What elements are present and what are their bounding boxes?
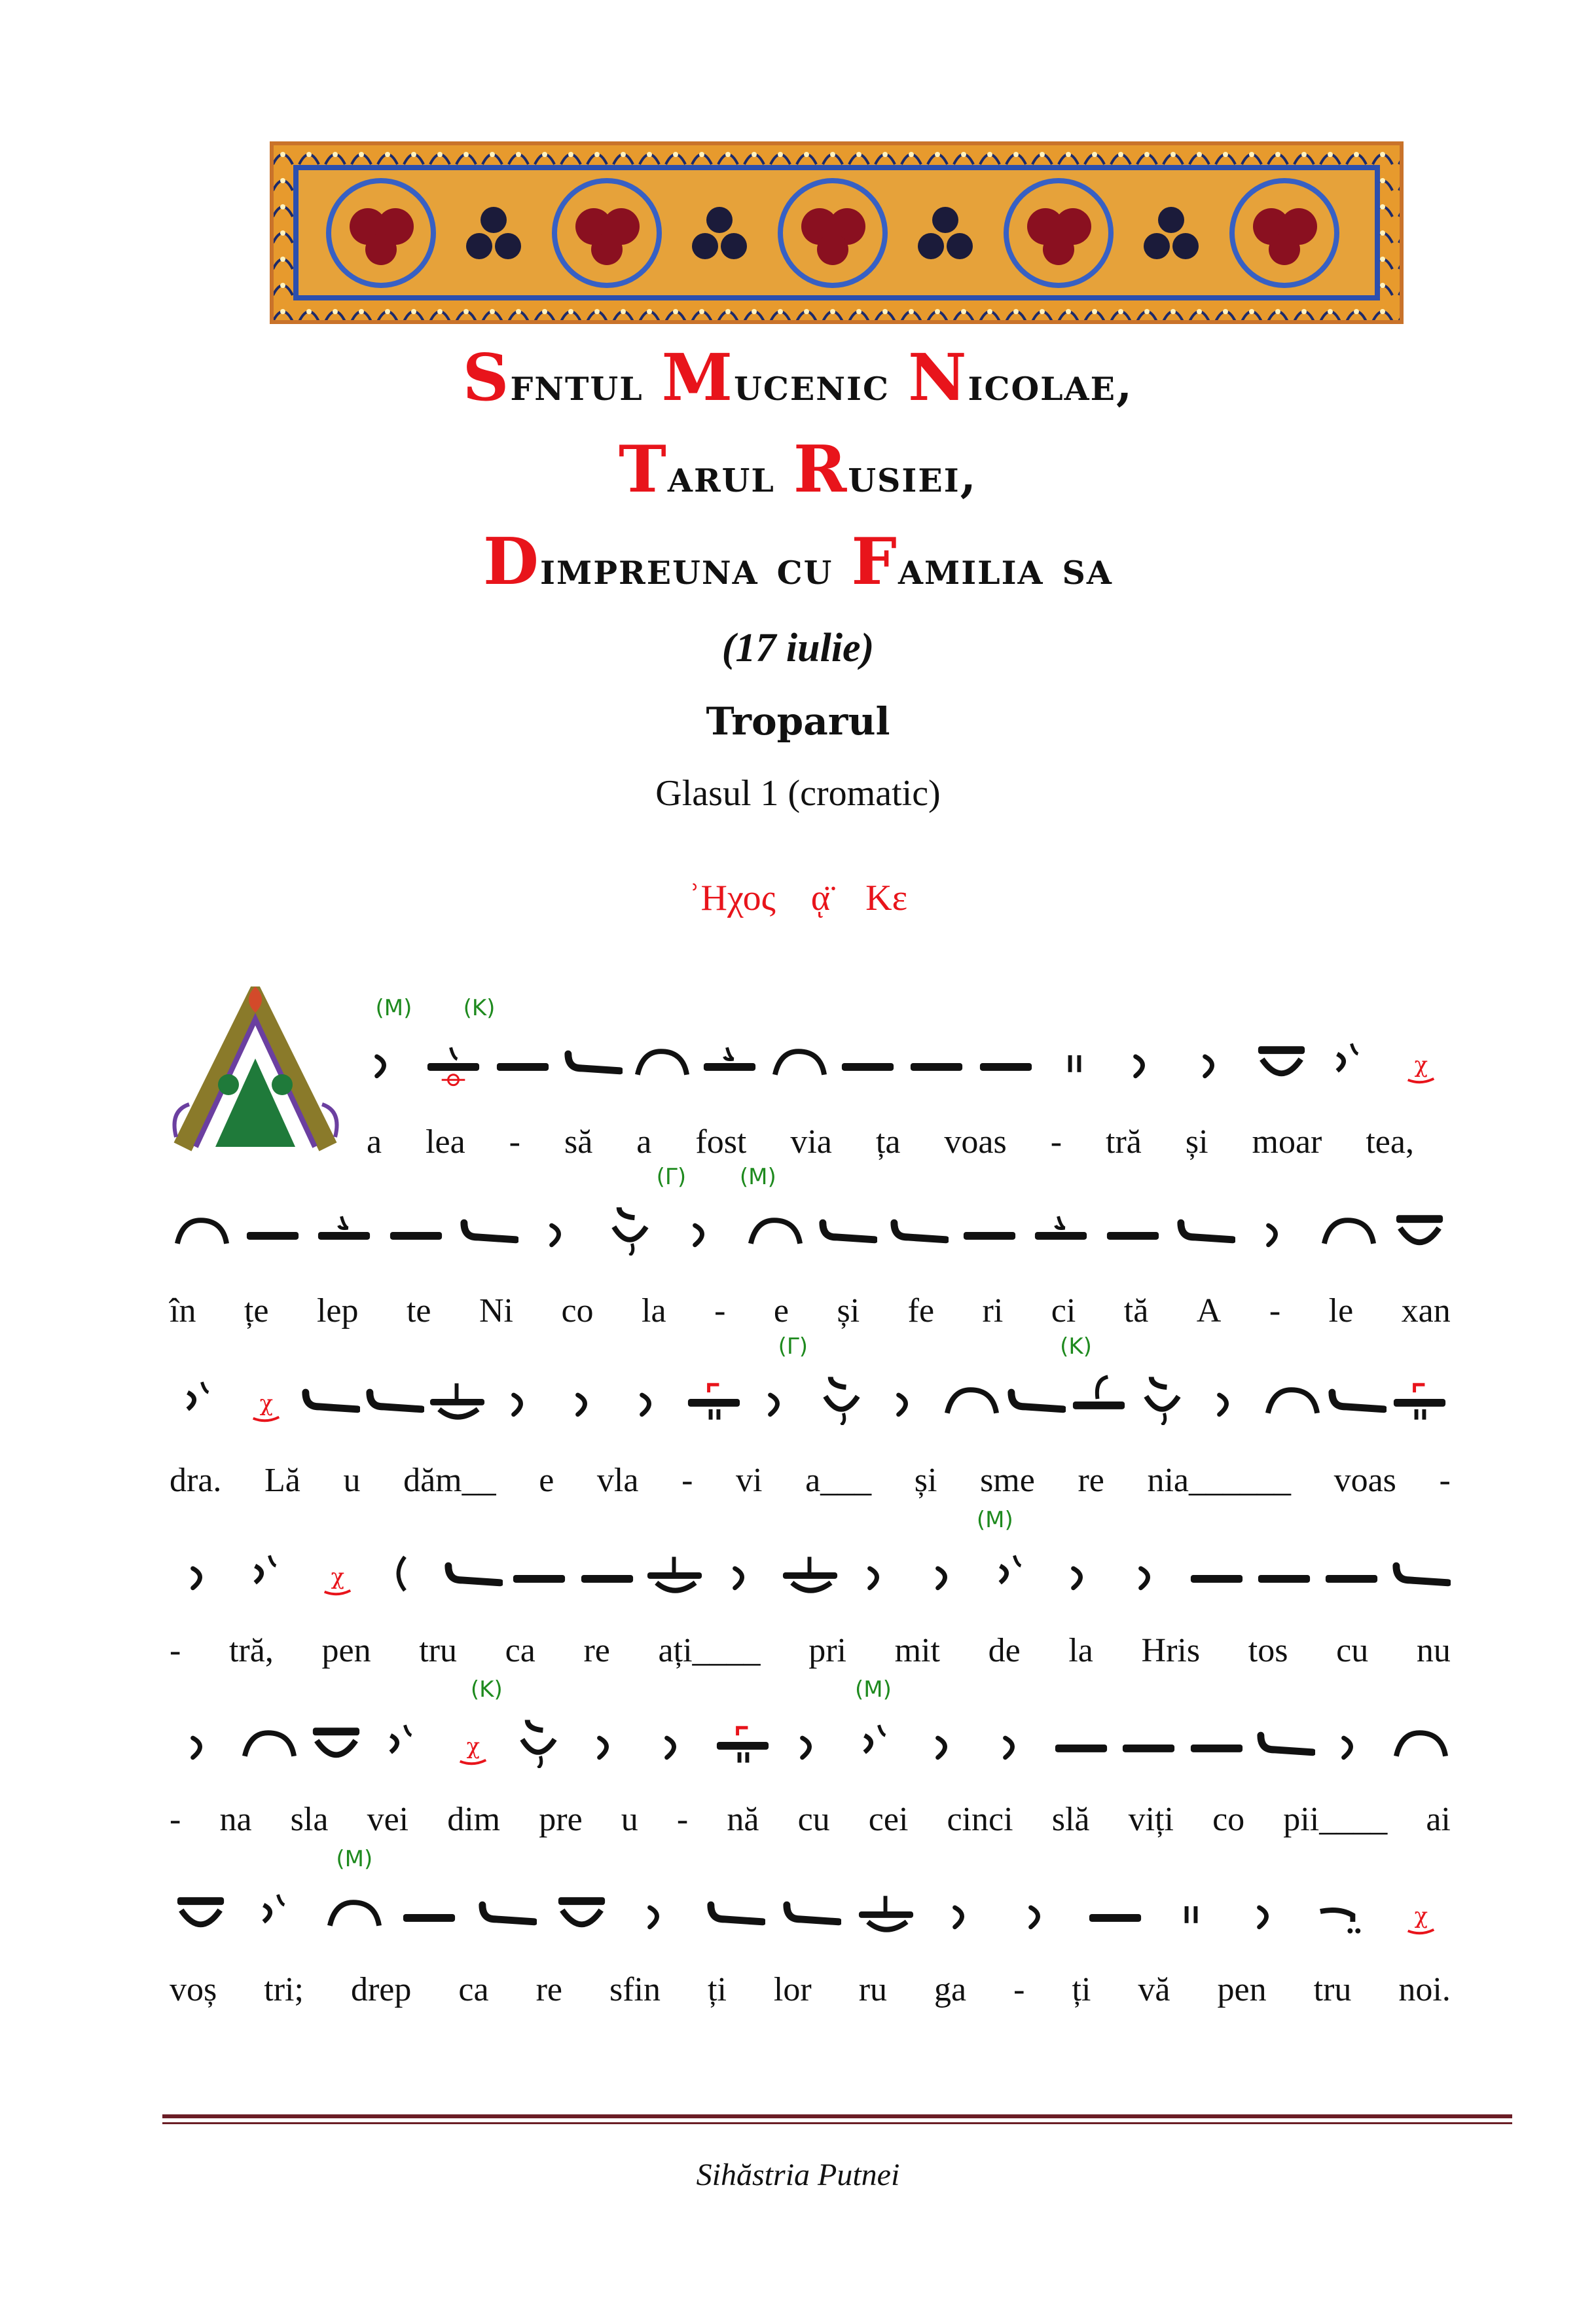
- syllable: co: [1212, 1801, 1245, 1838]
- martyria-sign: (M): [976, 1507, 1013, 1533]
- neume-o-icon: [837, 1034, 899, 1087]
- syllable: xan: [1401, 1292, 1451, 1329]
- neume-e-icon: [1173, 1203, 1235, 1256]
- syllable: ru: [858, 1971, 888, 2008]
- syllable: pen: [1217, 1971, 1267, 2008]
- syllable: lor: [773, 1971, 812, 2008]
- neume-k-icon: [313, 1203, 375, 1256]
- syllable: Hris: [1141, 1632, 1201, 1669]
- syllable: mit: [894, 1632, 940, 1669]
- neume-v-icon: [170, 1885, 232, 1938]
- title-word-text: cu: [776, 541, 833, 595]
- neume-e-icon: [1253, 1716, 1315, 1768]
- neume-o-icon: [576, 1546, 638, 1599]
- neume-e-icon: [815, 1203, 877, 1256]
- svg-text:χ: χ: [1414, 1051, 1428, 1077]
- neume-x-icon: [234, 1373, 296, 1425]
- neume-d-icon: [1160, 1885, 1222, 1938]
- syllable: e: [539, 1462, 554, 1499]
- neume-t-icon: [779, 1546, 841, 1599]
- title-line: [0, 340, 1596, 416]
- title-word-text: ucenic: [734, 357, 890, 411]
- syllable: la: [1068, 1632, 1093, 1669]
- neume-s-icon: [508, 1716, 570, 1768]
- neume-p-icon: [1388, 1716, 1451, 1768]
- syllable: pii____: [1283, 1801, 1388, 1838]
- neume-a-icon: [554, 1373, 617, 1425]
- title-line: [0, 524, 1596, 600]
- neume-p-icon: [170, 1203, 232, 1256]
- svg-text:χ: χ: [1414, 1902, 1428, 1928]
- feast-date: (17 iulie): [721, 626, 875, 670]
- footer-text: Sihăstria Putnei: [696, 2158, 900, 2192]
- neume-a-icon: [626, 1885, 689, 1938]
- syllable: cei: [868, 1801, 909, 1838]
- neume-b-icon: [372, 1546, 435, 1599]
- lyrics-line: [367, 1123, 1414, 1168]
- lyrics-line: [170, 1292, 1451, 1337]
- title-word: [793, 432, 977, 507]
- syllable: cu: [1336, 1632, 1369, 1669]
- svg-text:χ: χ: [331, 1563, 344, 1589]
- syllable: nu: [1416, 1632, 1451, 1669]
- neume-r-icon: [712, 1716, 774, 1768]
- title-initial: M: [661, 340, 735, 416]
- title-word: [777, 541, 833, 595]
- neume-p-icon: [743, 1203, 805, 1256]
- neume-x-icon: [441, 1716, 503, 1768]
- syllable: -: [681, 1462, 693, 1499]
- svg-text:χ: χ: [259, 1390, 273, 1416]
- title-word-text: sa: [1062, 541, 1113, 595]
- neume-o-icon: [385, 1203, 447, 1256]
- neume-o-icon: [905, 1034, 968, 1087]
- neume-e-icon: [1324, 1373, 1387, 1425]
- neume-e-icon: [298, 1373, 360, 1425]
- neume-a-icon: [170, 1716, 232, 1768]
- syllable: ri: [982, 1292, 1004, 1329]
- neume-c-icon: [1319, 1034, 1381, 1087]
- lyrics-line: [170, 1631, 1451, 1677]
- syllable: nă: [727, 1801, 759, 1838]
- neume-k-icon: [698, 1034, 761, 1087]
- neume-a-icon: [490, 1373, 553, 1425]
- syllable: de: [988, 1632, 1021, 1669]
- title-initial: T: [618, 432, 668, 507]
- syllable: și: [1185, 1123, 1208, 1161]
- neume-a-icon: [1112, 1034, 1174, 1087]
- neume-e-icon: [475, 1885, 537, 1938]
- neume-h-icon: [1313, 1885, 1375, 1938]
- syllable: co: [561, 1292, 594, 1329]
- syllable: re: [1078, 1462, 1104, 1499]
- title-word-text: fntul: [510, 357, 644, 411]
- neume-c-icon: [245, 1885, 308, 1938]
- neume-e-icon: [362, 1373, 424, 1425]
- syllable: ci: [1051, 1292, 1076, 1329]
- syllable: nia______: [1147, 1462, 1291, 1499]
- syllable: viți: [1128, 1801, 1174, 1838]
- neume-a-icon: [1182, 1034, 1244, 1087]
- martyria-sign: (M): [375, 995, 412, 1021]
- martyria-sign: (M): [739, 1164, 776, 1190]
- syllable: ați____: [658, 1632, 761, 1669]
- neume-o-icon: [492, 1034, 554, 1087]
- syllable: drep: [350, 1971, 412, 2008]
- neume-p-icon: [1260, 1373, 1322, 1425]
- neume-a-icon: [915, 1546, 977, 1599]
- neume-a-icon: [747, 1373, 809, 1425]
- syllable: dăm__: [403, 1462, 496, 1499]
- title-initial: N: [907, 340, 968, 416]
- syllable: tea,: [1366, 1123, 1414, 1161]
- title-initial: D: [483, 524, 541, 600]
- neume-a-icon: [170, 1546, 232, 1599]
- title-word-text: usiei,: [848, 448, 977, 503]
- neume-v-icon: [1250, 1034, 1313, 1087]
- syllable: via: [790, 1123, 832, 1161]
- syllable: a: [636, 1123, 652, 1161]
- neume-v-icon: [1388, 1203, 1451, 1256]
- neume-a-icon: [779, 1716, 841, 1768]
- neume-o-icon: [975, 1034, 1037, 1087]
- title-initial: F: [851, 524, 898, 600]
- lyrics-line: [170, 1800, 1451, 1846]
- neume-l-icon: [1068, 1373, 1130, 1425]
- neume-p-icon: [939, 1373, 1002, 1425]
- echos-signature: [0, 877, 1596, 919]
- syllable: ai: [1426, 1801, 1451, 1838]
- neume-o-icon: [1117, 1716, 1180, 1768]
- syllable: -: [509, 1123, 520, 1161]
- neume-e-icon: [886, 1203, 949, 1256]
- syllable: a___: [805, 1462, 872, 1499]
- neume-a-icon: [644, 1716, 706, 1768]
- syllable: ți: [1072, 1971, 1091, 2008]
- neume-d-icon: [1043, 1034, 1106, 1087]
- mode-label: Glasul 1 (cromatic): [655, 773, 941, 814]
- title-line: [0, 432, 1596, 507]
- syllable: -: [1269, 1292, 1281, 1329]
- syllable: cu: [797, 1801, 830, 1838]
- syllable: dra.: [170, 1462, 222, 1499]
- title-word: [661, 340, 890, 416]
- martyria-sign: (M): [336, 1846, 373, 1872]
- neume-o-icon: [1320, 1546, 1383, 1599]
- title-word: [851, 524, 1044, 600]
- neume-a-icon: [712, 1546, 774, 1599]
- neume-row: [170, 1716, 1451, 1768]
- neume-c-icon: [846, 1716, 909, 1768]
- syllable: și: [914, 1462, 937, 1499]
- syllable: fost: [695, 1123, 747, 1161]
- neume-kf-icon: [422, 1034, 484, 1087]
- syllable: în: [170, 1292, 196, 1329]
- neume-v-icon: [305, 1716, 367, 1768]
- syllable: -: [170, 1801, 181, 1838]
- neume-a-icon: [915, 1716, 977, 1768]
- neume-c-icon: [372, 1716, 435, 1768]
- syllable: ca: [505, 1632, 535, 1669]
- syllable: vei: [367, 1801, 409, 1838]
- syllable: -: [170, 1632, 181, 1669]
- syllable: noi.: [1398, 1971, 1451, 2008]
- neume-c-icon: [170, 1373, 232, 1425]
- neume-e-icon: [1388, 1546, 1451, 1599]
- neume-a-icon: [875, 1373, 937, 1425]
- neume-o-icon: [1186, 1716, 1248, 1768]
- neume-t-icon: [426, 1373, 488, 1425]
- neume-a-icon: [528, 1203, 590, 1256]
- syllable: a: [367, 1123, 382, 1161]
- syllable: re: [583, 1632, 610, 1669]
- syllable: să: [564, 1123, 593, 1161]
- syllable: tră,: [228, 1632, 274, 1669]
- syllable: fe: [907, 1292, 935, 1329]
- syllable: tră: [1106, 1123, 1142, 1161]
- syllable: voas: [1333, 1462, 1396, 1499]
- neume-s-icon: [811, 1373, 873, 1425]
- neume-k-icon: [1030, 1203, 1092, 1256]
- syllable: voș: [170, 1971, 217, 2008]
- section-title: Troparul: [706, 699, 890, 744]
- syllable: -: [1439, 1462, 1451, 1499]
- neume-c-icon: [237, 1546, 299, 1599]
- footer-rule: [162, 2114, 1512, 2118]
- lyrics-line: [170, 1970, 1451, 2016]
- lyrics-line: [170, 1461, 1451, 1507]
- syllable: sfin: [609, 1971, 661, 2008]
- syllable: lea: [426, 1123, 465, 1161]
- syllable: u: [621, 1801, 638, 1838]
- neume-row: [354, 1034, 1451, 1087]
- neume-o-icon: [242, 1203, 304, 1256]
- syllable: -: [676, 1801, 689, 1838]
- title-word-text: icolae,: [968, 357, 1134, 411]
- title-word-text: arul: [667, 448, 775, 503]
- syllable: tă: [1123, 1292, 1149, 1329]
- syllable: ga: [934, 1971, 967, 2008]
- neume-o-icon: [398, 1885, 460, 1938]
- syllable: cinci: [947, 1801, 1013, 1838]
- syllable: Ni: [479, 1292, 513, 1329]
- title-initial: S: [462, 340, 511, 416]
- neume-a-icon: [672, 1203, 734, 1256]
- neume-a-icon: [1236, 1885, 1298, 1938]
- syllable: le: [1328, 1292, 1354, 1329]
- neume-row: [170, 1373, 1451, 1425]
- neume-p-icon: [237, 1716, 299, 1768]
- martyria-sign: (K): [470, 1676, 503, 1703]
- neume-o-icon: [1050, 1716, 1112, 1768]
- neume-o-icon: [1253, 1546, 1315, 1599]
- syllable: și: [837, 1292, 860, 1329]
- syllable: A: [1196, 1292, 1222, 1329]
- echos-label: ʾΗχος: [688, 878, 776, 918]
- neume-e-icon: [456, 1203, 518, 1256]
- neume-p-icon: [322, 1885, 384, 1938]
- neume-t-icon: [644, 1546, 706, 1599]
- syllable: te: [406, 1292, 431, 1329]
- syllable: -: [1050, 1123, 1062, 1161]
- neume-x-icon: [305, 1546, 367, 1599]
- martyria-sign: (Γ): [656, 1164, 687, 1190]
- syllable: ți: [708, 1971, 727, 2008]
- title-word-text: amilia: [898, 541, 1044, 595]
- syllable: ca: [458, 1971, 489, 2008]
- neume-a-icon: [846, 1546, 909, 1599]
- neume-r-icon: [1388, 1373, 1451, 1425]
- neume-p-icon: [1316, 1203, 1379, 1256]
- syllable: moar: [1252, 1123, 1322, 1161]
- neume-e-icon: [1004, 1373, 1066, 1425]
- syllable: -: [714, 1292, 726, 1329]
- neume-a-icon: [354, 1034, 416, 1087]
- syllable: ța: [875, 1123, 901, 1161]
- echos-note: Κε: [865, 878, 908, 918]
- neume-a-icon: [1320, 1716, 1383, 1768]
- neume-a-icon: [1050, 1546, 1112, 1599]
- footer-rule-thin: [162, 2122, 1512, 2124]
- title-word: [1062, 541, 1113, 595]
- syllable: tru: [1313, 1971, 1352, 2008]
- neume-o-icon: [508, 1546, 570, 1599]
- neume-e-icon: [560, 1034, 623, 1087]
- martyria-sign: (M): [854, 1676, 892, 1703]
- martyria-sign: (K): [1060, 1333, 1092, 1360]
- syllable: re: [535, 1971, 562, 2008]
- syllable: dim: [447, 1801, 501, 1838]
- title-word: [618, 432, 775, 507]
- neume-row: [170, 1203, 1451, 1256]
- neume-a-icon: [576, 1716, 638, 1768]
- syllable: Lă: [264, 1462, 300, 1499]
- neume-v-icon: [551, 1885, 613, 1938]
- neume-row: [170, 1885, 1451, 1938]
- neume-s-icon: [1132, 1373, 1194, 1425]
- neume-p-icon: [630, 1034, 692, 1087]
- neume-e-icon: [441, 1546, 503, 1599]
- neume-a-icon: [1245, 1203, 1307, 1256]
- neume-a-icon: [1007, 1885, 1070, 1938]
- syllable: pen: [321, 1632, 371, 1669]
- header-ornament: [270, 141, 1404, 324]
- syllable: țe: [244, 1292, 269, 1329]
- martyria-sign: (K): [463, 995, 496, 1021]
- neume-a-icon: [1196, 1373, 1258, 1425]
- drop-cap-illuminated: [170, 986, 342, 1153]
- syllable: tos: [1248, 1632, 1288, 1669]
- title-word: [483, 524, 759, 600]
- martyria-sign: (Γ): [778, 1333, 808, 1360]
- neume-a-icon: [932, 1885, 994, 1938]
- syllable: vi: [736, 1462, 763, 1499]
- neume-c-icon: [982, 1546, 1044, 1599]
- syllable: lep: [316, 1292, 359, 1329]
- svg-text:χ: χ: [466, 1733, 480, 1759]
- syllable: sme: [980, 1462, 1035, 1499]
- neume-row: [170, 1546, 1451, 1599]
- syllable: u: [343, 1462, 361, 1499]
- syllable: la: [642, 1292, 666, 1329]
- title-word: [462, 340, 644, 416]
- neume-e-icon: [779, 1885, 841, 1938]
- syllable: slă: [1051, 1801, 1090, 1838]
- neume-t-icon: [855, 1885, 917, 1938]
- neume-o-icon: [1084, 1885, 1146, 1938]
- syllable: sla: [290, 1801, 329, 1838]
- neume-x-icon: [1388, 1885, 1451, 1938]
- syllable: pre: [539, 1801, 583, 1838]
- syllable: vă: [1138, 1971, 1170, 2008]
- title-initial: R: [793, 432, 848, 507]
- neume-x-icon: [1388, 1034, 1451, 1087]
- neume-r-icon: [683, 1373, 745, 1425]
- neume-e-icon: [703, 1885, 765, 1938]
- neume-o-icon: [958, 1203, 1021, 1256]
- neume-a-icon: [1117, 1546, 1180, 1599]
- neume-s-icon: [600, 1203, 662, 1256]
- neume-a-icon: [619, 1373, 681, 1425]
- syllable: pri: [808, 1632, 846, 1669]
- syllable: e: [773, 1292, 789, 1329]
- echos-sign: ᾳ̈: [810, 878, 831, 918]
- syllable: tru: [419, 1632, 457, 1669]
- neume-o-icon: [1186, 1546, 1248, 1599]
- neume-a-icon: [982, 1716, 1044, 1768]
- neume-o-icon: [1102, 1203, 1164, 1256]
- title-word: [907, 340, 1134, 416]
- syllable: voas: [944, 1123, 1007, 1161]
- syllable: vla: [596, 1462, 639, 1499]
- syllable: tri;: [264, 1971, 304, 2008]
- syllable: na: [219, 1801, 252, 1838]
- title-word-text: impreuna: [540, 541, 759, 595]
- syllable: -: [1013, 1971, 1025, 2008]
- neume-p-icon: [767, 1034, 829, 1087]
